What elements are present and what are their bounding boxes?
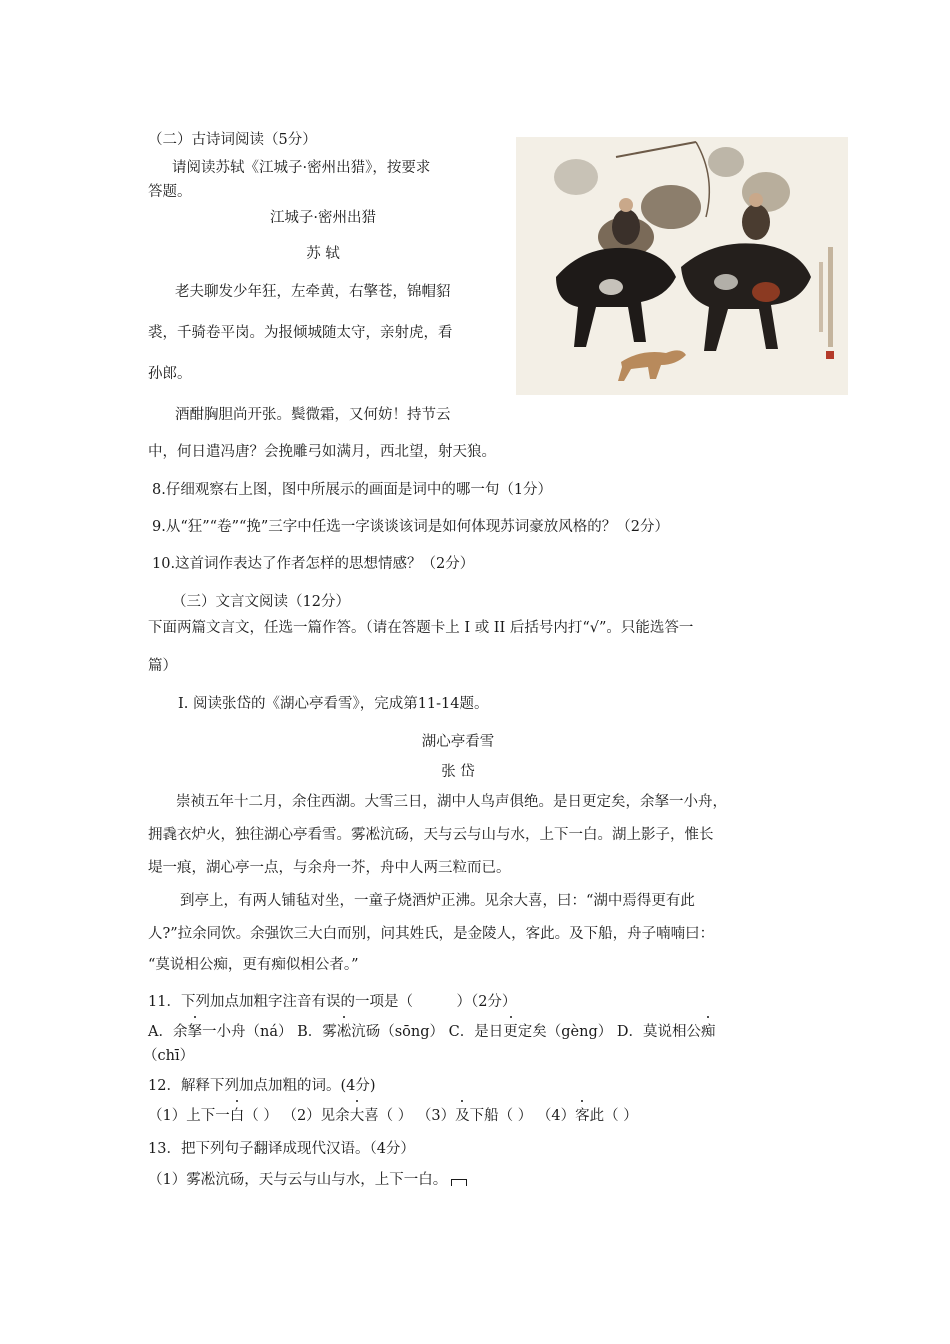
poem-intro-line-2: 答题。 [148, 184, 192, 200]
dotted-character: 拏 [187, 1020, 202, 1041]
q12-item-2: （2）见余大喜（ ） [282, 1108, 412, 1124]
poem-intro-line-1: 请阅读苏轼《江城子·密州出猎》，按要求 [172, 160, 431, 176]
poem-line: 中，何日遣冯唐？会挽雕弓如满月，西北望，射天狼。 [148, 444, 496, 460]
essay-paragraph-line: 人?”拉余同饮。余强饮三大白而别，问其姓氏，是金陵人，客此。及下船，舟子喃喃曰： [148, 926, 715, 942]
poem-line: 孙郎。 [148, 366, 192, 382]
essay-paragraph-line: “莫说相公痴，更有痴似相公者。” [148, 957, 359, 973]
dotted-character: 客 [575, 1104, 590, 1125]
classical-section-header: （三）文言文阅读（12分） [172, 594, 350, 610]
dotted-character: 凇 [337, 1020, 352, 1041]
question-13: 13．把下列句子翻译成现代汉语。（4分） [148, 1141, 415, 1157]
essay-paragraph-line: 拥毳衣炉火，独往湖心亭看雪。雾凇沆砀，天与云与山与水，上下一白。湖上影子，惟长 [148, 827, 714, 843]
question-11-options [148, 1020, 715, 1041]
part-one-intro: I. 阅读张岱的《湖心亭看雪》，完成第11-14题。 [178, 696, 489, 712]
question-10: 10.这首词作表达了作者怎样的思想情感？（2分） [152, 556, 475, 572]
dotted-character: 更 [503, 1020, 518, 1041]
poem-section-header: （二）古诗词阅读（5分） [148, 132, 317, 148]
dotted-character: 大 [350, 1104, 365, 1125]
question-13-item-1: （1）雾凇沆砀，天与云与山与水，上下一白。 [148, 1168, 467, 1189]
essay-author: 张 岱 [441, 764, 475, 780]
poem-line: 裘，千骑卷平岗。为报倾城随太守，亲射虎，看 [148, 325, 453, 341]
question-11: 11．下列加点加粗字注音有误的一项是（ ）（2分） [148, 994, 517, 1010]
q12-item-1: （1）上下一白（ ） [148, 1108, 278, 1124]
q12-item-3: （3）及下船（ ） [417, 1108, 532, 1124]
dotted-character: 及 [455, 1104, 470, 1125]
option-a: A．余拏一小舟（ná） [148, 1024, 292, 1040]
option-d-pinyin: （chī） [143, 1048, 195, 1064]
poem-line: 老夫聊发少年狂，左牵黄，右擎苍，锦帽貂 [175, 284, 451, 300]
poem-author: 苏 轼 [306, 246, 340, 262]
essay-paragraph-line: 到亭上，有两人铺毡对坐，一童子烧酒炉正沸。见余大喜，曰：“湖中焉得更有此 [180, 893, 695, 909]
question-12: 12．解释下列加点加粗的词。(4分) [148, 1078, 376, 1094]
question-8: 8.仔细观察右上图，图中所展示的画面是词中的哪一句（1分） [152, 482, 553, 498]
option-c: C．是日更定矣（gèng） [449, 1024, 613, 1040]
option-b: B．雾凇沆砀（sōng） [297, 1024, 444, 1040]
poem-title: 江城子·密州出猎 [269, 210, 377, 226]
question-12-items [148, 1104, 638, 1125]
hunting-painting-image [516, 137, 848, 395]
classical-instruction-line-2: 篇） [148, 658, 177, 674]
essay-title: 湖心亭看雪 [421, 734, 495, 750]
option-d: D．莫说相公痴 [617, 1024, 716, 1040]
dotted-character: 痴 [701, 1020, 716, 1041]
q12-item-4: （4）客此（ ） [537, 1108, 638, 1124]
classical-instruction-line-1: 下面两篇文言文，任选一篇作答。（请在答题卡上 I 或 II 后括号内打“√”。只能选答一 [148, 620, 694, 636]
dotted-character: 白 [230, 1104, 245, 1125]
essay-paragraph-line: 堤一痕，湖心亭一点，与余舟一芥，舟中人两三粒而已。 [148, 860, 511, 876]
essay-paragraph-line: 崇祯五年十二月，余住西湖。大雪三日，湖中人鸟声俱绝。是日更定矣，余拏一小舟， [176, 794, 727, 810]
bracket-mark [451, 1179, 467, 1186]
poem-line: 酒酣胸胆尚开张。鬓微霜，又何妨！持节云 [175, 407, 451, 423]
question-9: 9.从“狂”“卷”“挽”三字中任选一字谈谈该词是如何体现苏词豪放风格的？（2分） [152, 519, 670, 535]
